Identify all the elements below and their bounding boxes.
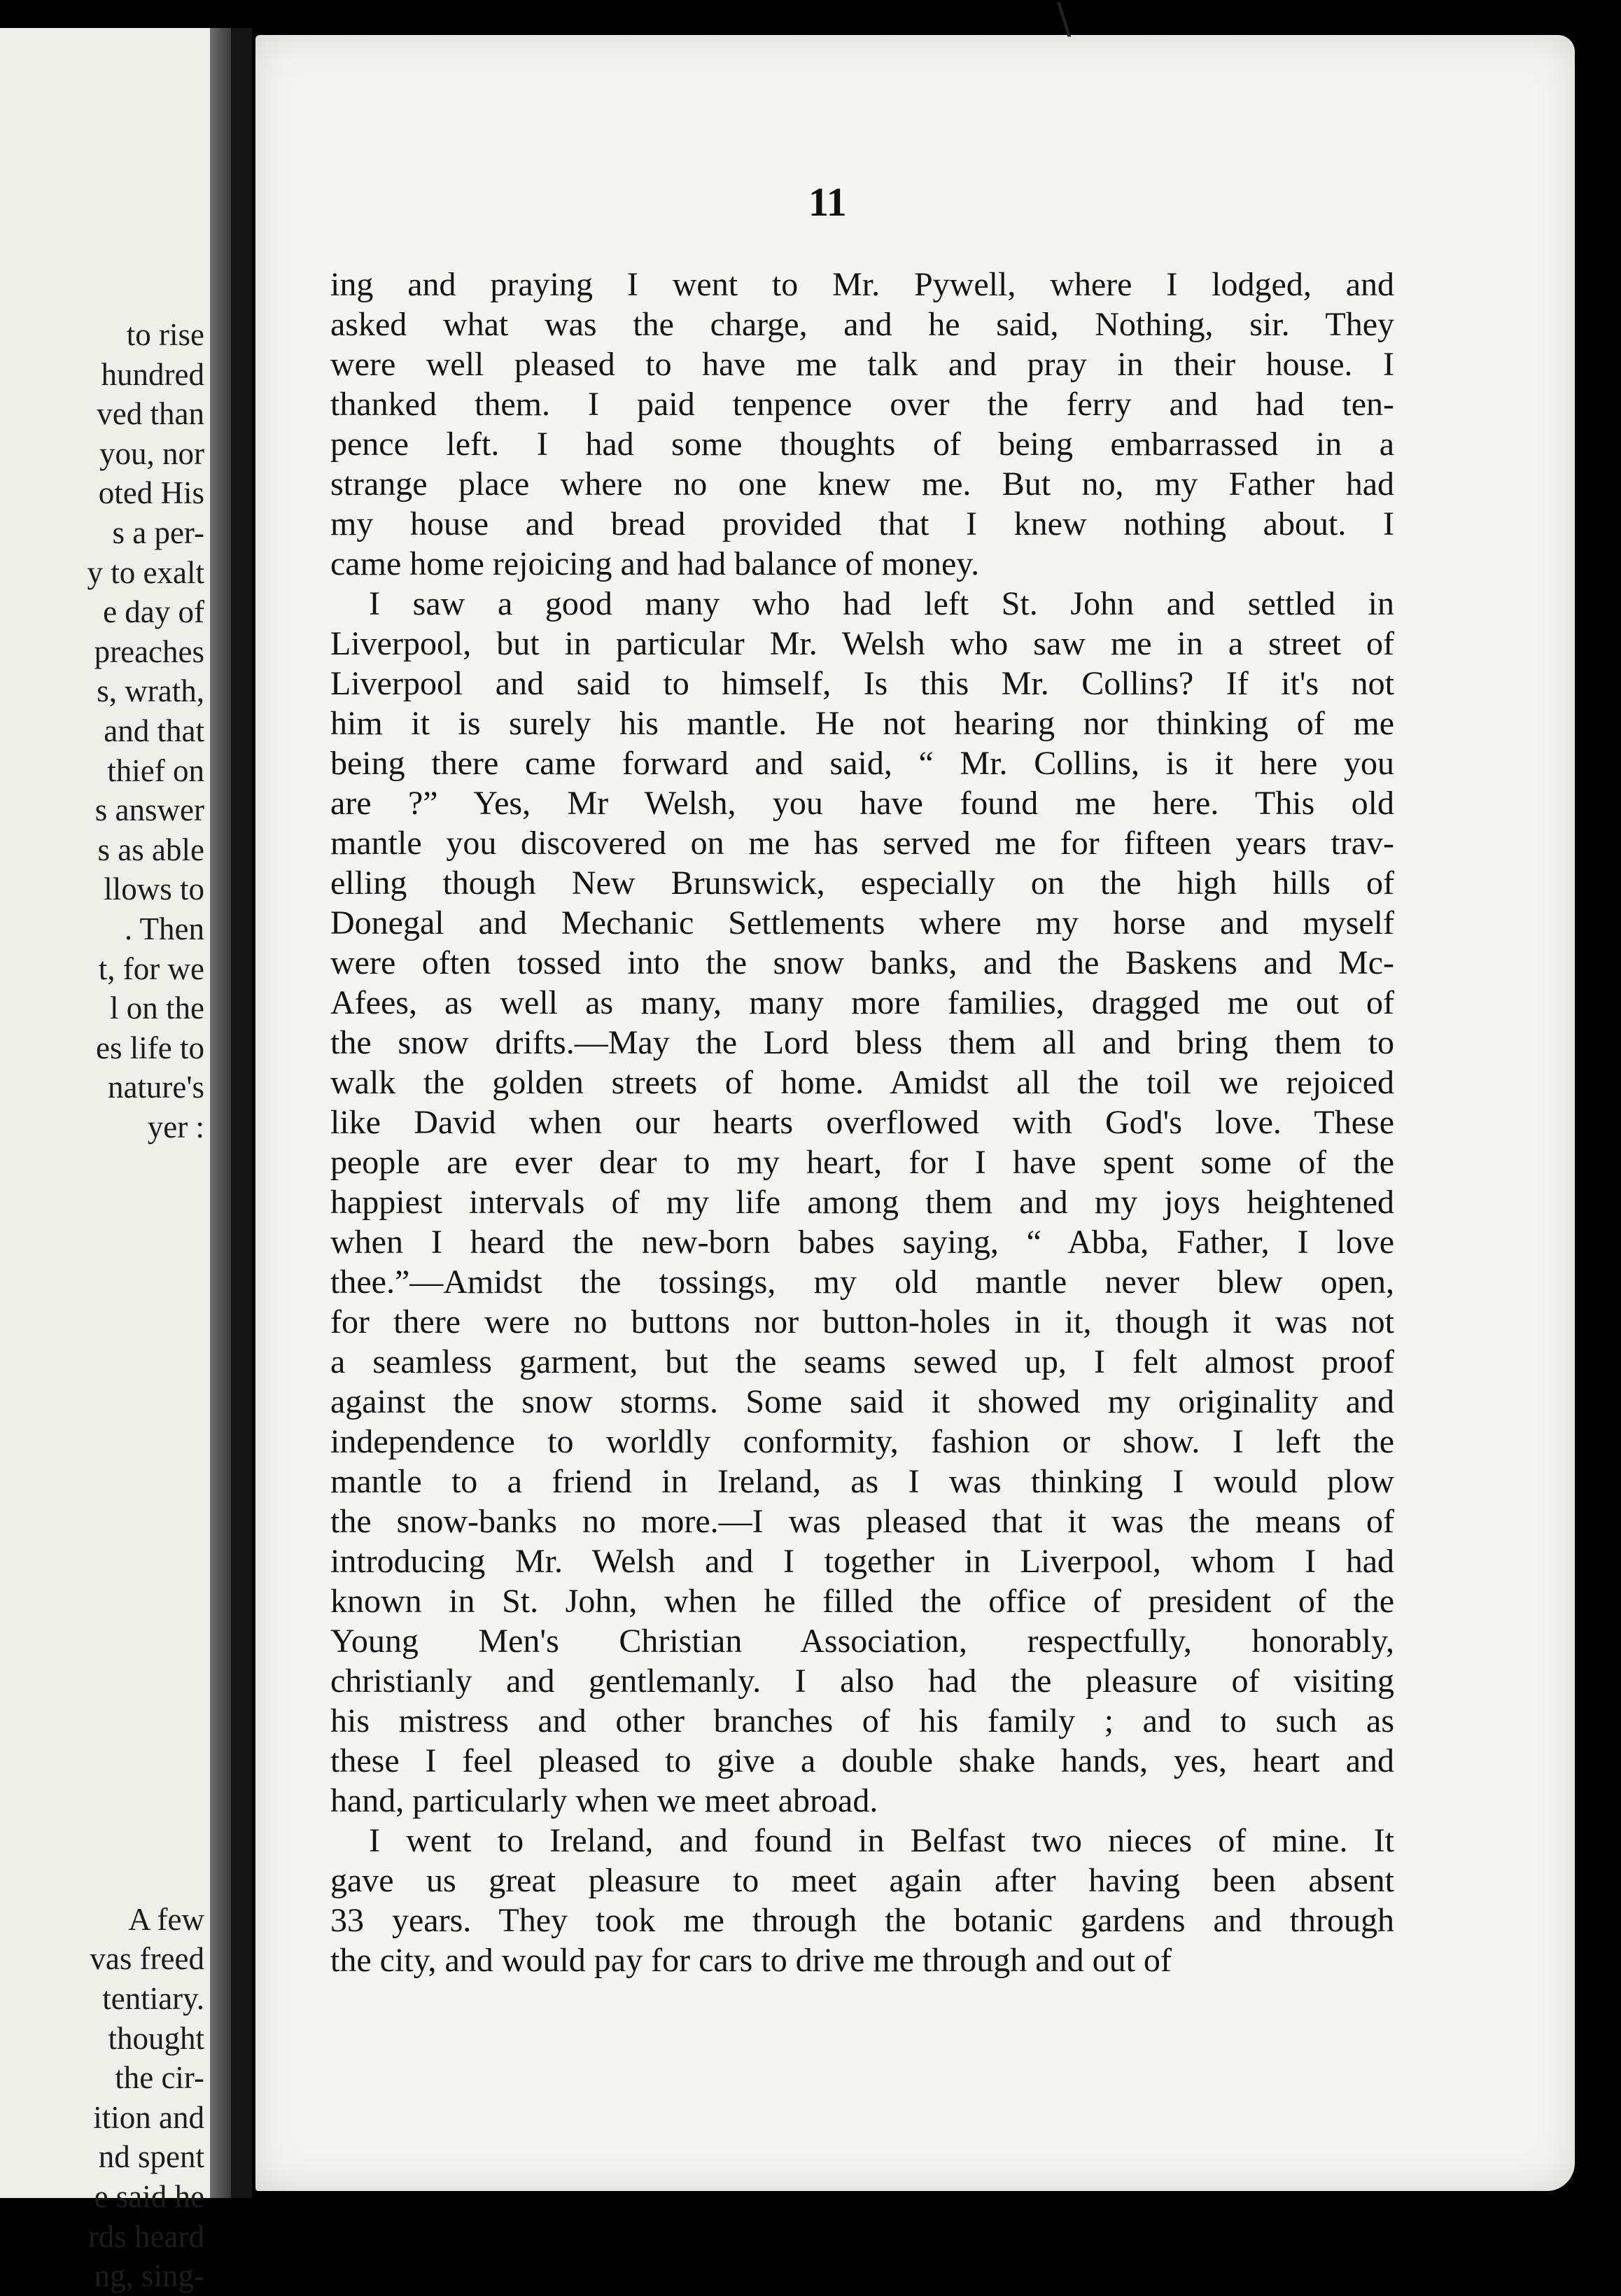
left-page-line: ved than bbox=[97, 396, 204, 432]
scan-artifact-mark: \ bbox=[1057, 0, 1072, 43]
text-line: mantle you discovered on me has served me for fifteen years trav- bbox=[330, 825, 1394, 862]
text-line: a seamless garment, but the seams sewed up, I felt almost proof bbox=[330, 1343, 1394, 1380]
text-line: Donegal and Mechanic Settlements where my horse and myself bbox=[330, 904, 1394, 941]
text-line: my house and bread provided that I knew nothing about. I bbox=[330, 505, 1394, 542]
left-page-line bbox=[87, 1543, 204, 1583]
text-line: his mistress and other branches of his family ; and to such as bbox=[330, 1702, 1394, 1740]
left-page-line: thief on bbox=[107, 752, 204, 788]
left-page-line: yer : bbox=[147, 1109, 204, 1144]
left-page-line: hundred bbox=[101, 356, 204, 392]
text-line: thanked them. I paid tenpence over the ferry and had ten- bbox=[330, 386, 1394, 423]
text-line: these I feel pleased to give a double shake hands, yes, heart and bbox=[330, 1742, 1394, 1779]
left-page-line: nd spent bbox=[98, 2139, 204, 2175]
text-line: I went to Ireland, and found in Belfast two nieces of mine. It bbox=[369, 1822, 1394, 1859]
binding-edge bbox=[231, 28, 252, 2198]
left-page-line: e day of bbox=[103, 594, 204, 630]
left-page-line bbox=[87, 1781, 204, 1821]
text-line: were well pleased to have me talk and pray in their house. I bbox=[330, 346, 1394, 383]
left-page-line bbox=[87, 1821, 204, 1861]
text-line: are ?” Yes, Mr Welsh, you have found me here. This old bbox=[330, 785, 1394, 822]
left-page-line: tentiary. bbox=[102, 1980, 204, 2016]
left-page-line: and that bbox=[104, 713, 204, 748]
left-page-line: nature's bbox=[107, 1070, 204, 1105]
left-page-line: oted His bbox=[98, 475, 204, 511]
left-page-line bbox=[87, 1385, 204, 1424]
text-line: thee.”—Amidst the tossings, my old mantle never blew open, bbox=[330, 1264, 1394, 1301]
text-line: when I heard the new-born babes saying, “ Abba, Father, I love bbox=[330, 1224, 1394, 1261]
left-page-line: s a per- bbox=[112, 514, 204, 550]
text-line: asked what was the charge, and he said, Nothing, sir. They bbox=[330, 306, 1394, 343]
text-line: gave us great pleasure to meet again after having been absent bbox=[330, 1862, 1394, 1899]
text-line: Liverpool and said to himself, Is this Mr. Collins? If it's not bbox=[330, 665, 1394, 702]
left-page-line bbox=[87, 1464, 204, 1504]
left-page-line: the cir- bbox=[115, 2060, 204, 2096]
text-line: 33 years. They took me through the botanic gardens and through bbox=[330, 1902, 1394, 1939]
left-page-line: e said he bbox=[94, 2178, 204, 2214]
text-line: like David when our hearts overflowed with God's love. These bbox=[330, 1104, 1394, 1141]
left-page-line bbox=[87, 1623, 204, 1662]
left-page-line: y to exalt bbox=[87, 554, 204, 590]
text-line: for there were no buttons nor button-holes in it, though it was not bbox=[330, 1303, 1394, 1340]
left-page-line: l on the bbox=[110, 990, 204, 1026]
text-line: pence left. I had some thoughts of being embarrassed in a bbox=[330, 426, 1394, 463]
text-line: ing and praying I went to Mr. Pywell, where I lodged, and bbox=[330, 266, 1394, 303]
text-line: being there came forward and said, “ Mr. Collins, is it here you bbox=[330, 745, 1394, 782]
left-page-fragment bbox=[0, 28, 210, 2294]
left-page-line bbox=[87, 1306, 204, 1345]
text-line: hand, particularly when we meet abroad. bbox=[330, 1782, 878, 1819]
page-gutter bbox=[210, 28, 231, 2198]
left-page-line bbox=[87, 1662, 204, 1702]
text-line: Afees, as well as many, many more families, dragged me out of bbox=[330, 984, 1394, 1021]
left-page-line: s as able bbox=[97, 832, 204, 867]
text-line: against the snow storms. Some said it showed my originality and bbox=[330, 1383, 1394, 1420]
text-line: the city, and would pay for cars to drive me through and out of bbox=[330, 1942, 1172, 1979]
left-page-line bbox=[87, 1226, 204, 1266]
left-page-line bbox=[87, 1860, 204, 1900]
left-page-line: ition and bbox=[93, 2099, 204, 2135]
left-page-line bbox=[87, 1583, 204, 1623]
left-page-line: to rise bbox=[126, 317, 204, 352]
body-text bbox=[330, 265, 1394, 1980]
text-line: Liverpool, but in particular Mr. Welsh who saw me in a street of bbox=[330, 625, 1394, 662]
left-page-line: preaches bbox=[94, 634, 204, 669]
left-page-text bbox=[87, 315, 204, 2296]
text-line: mantle to a friend in Ireland, as I was thinking I would plow bbox=[330, 1463, 1394, 1500]
text-line: him it is surely his mantle. He not hearing nor thinking of me bbox=[330, 705, 1394, 742]
text-line: Young Men's Christian Association, respectfully, honorably, bbox=[330, 1623, 1394, 1660]
text-line: independence to worldly conformity, fashion or show. I left the bbox=[330, 1423, 1394, 1460]
text-line: walk the golden streets of home. Amidst all the toil we rejoiced bbox=[330, 1064, 1394, 1101]
left-page-line: s, wrath, bbox=[97, 673, 204, 709]
text-line: christianly and gentlemanly. I also had the pleasure of visiting bbox=[330, 1662, 1394, 1700]
text-line: the snow-banks no more.—I was pleased that it was the means of bbox=[330, 1503, 1394, 1540]
text-line: known in St. John, when he filled the office of president of the bbox=[330, 1583, 1394, 1620]
left-page-line: es life to bbox=[96, 1030, 204, 1065]
left-page-line: s answer bbox=[94, 792, 204, 828]
text-line: I saw a good many who had left St. John and settled in bbox=[369, 585, 1394, 622]
left-page-line bbox=[87, 1424, 204, 1464]
left-page-line: . Then bbox=[124, 911, 204, 946]
left-page-line bbox=[87, 1702, 204, 1742]
text-line: elling though New Brunswick, especially on the high hills of bbox=[330, 864, 1394, 902]
text-line: came home rejoicing and had balance of money. bbox=[330, 545, 980, 582]
text-line: were often tossed into the snow banks, and the Baskens and Mc- bbox=[330, 944, 1394, 981]
text-line: people are ever dear to my heart, for I have spent some of the bbox=[330, 1144, 1394, 1181]
left-page-line: llows to bbox=[104, 872, 204, 907]
left-page-line bbox=[87, 1186, 204, 1226]
left-page-line bbox=[87, 1345, 204, 1385]
text-line: introducing Mr. Welsh and I together in Liverpool, whom I had bbox=[330, 1543, 1394, 1580]
left-page-line: vas freed bbox=[90, 1941, 204, 1977]
left-page-line: A few bbox=[128, 1901, 204, 1937]
left-page-line: rds heard bbox=[87, 2218, 204, 2254]
left-page-line: you, nor bbox=[99, 435, 204, 471]
left-page-line: thought bbox=[108, 2020, 204, 2056]
text-line: the snow drifts.—May the Lord bless them all and bring them to bbox=[330, 1024, 1394, 1061]
left-page-line: t, for we bbox=[98, 951, 204, 986]
left-page-line: ng, sing- bbox=[94, 2258, 204, 2294]
text-line: happiest intervals of my life among them and my joys heightened bbox=[330, 1184, 1394, 1221]
left-page-line bbox=[87, 1741, 204, 1781]
left-page-line bbox=[87, 1504, 204, 1544]
left-page-line bbox=[87, 1266, 204, 1306]
left-page-line bbox=[87, 1147, 204, 1186]
page-number: 11 bbox=[808, 179, 847, 225]
text-line: strange place where no one knew me. But no, my Father had bbox=[330, 465, 1394, 503]
